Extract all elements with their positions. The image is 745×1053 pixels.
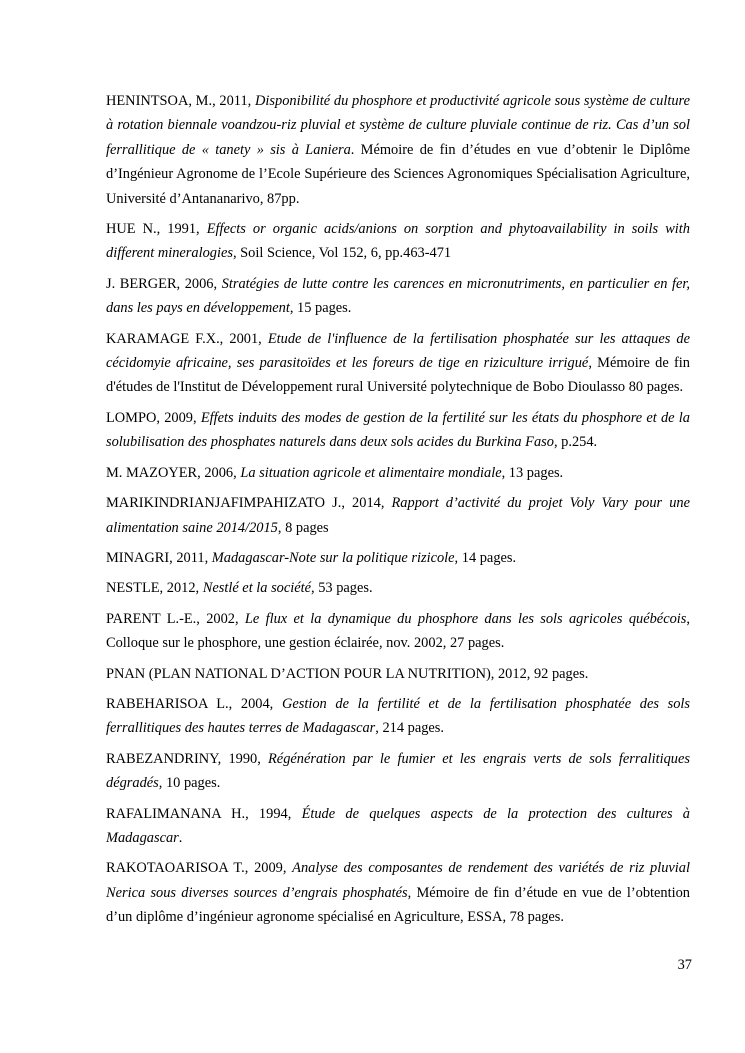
reference-entry [106, 607, 690, 656]
reference-author: J. BERGER, 2006, [106, 275, 222, 292]
reference-title: Régénération par le fumier et les engrais verts de sols ferralitiques dégradés [106, 750, 690, 792]
reference-title: Étude de quelques aspects de la protection des cultures à Madagascar [106, 805, 690, 846]
reference-author: PNAN (PLAN NATIONAL D’ACTION POUR LA NUTRITION), 2012, 92 pages. [106, 665, 589, 682]
reference-details: , Mémoire de fin d’étude en vue de l’obtention d’un diplôme d’ingénieur agronome spécialisé en Agriculture, ESSA, 78 pages. [106, 884, 690, 926]
reference-title: La situation agricole et alimentaire mondiale [240, 464, 502, 481]
reference-title: Madagascar-Note sur la politique rizicole [211, 549, 455, 566]
reference-title: Disponibilité du phosphore et productivité agricole sous système de culture à rotation biennale voandzou-riz pluvial et système de culture pluviale continue de riz. Cas d’un sol ferrallitique de « tanety » sis à Laniera [106, 93, 690, 158]
page-number: 37 [677, 957, 692, 973]
reference-author: KARAMAGE F.X., 2001, [106, 330, 268, 347]
reference-title: Gestion de la fertilité et de la fertilisation phosphatée des sols ferrallitiques des hautes terres de Madagascar [106, 695, 690, 737]
reference-author: LOMPO, 2009, [106, 409, 201, 426]
reference-author: RABEHARISOA L., 2004, [106, 695, 282, 712]
reference-details: , 10 pages. [158, 775, 221, 792]
reference-details: , 15 pages. [289, 300, 352, 317]
reference-details: , 214 pages. [375, 720, 445, 737]
reference-author: MARIKINDRIANJAFIMPAHIZATO J., 2014, [106, 495, 392, 512]
reference-entry [106, 272, 690, 321]
reference-title: Rapport d’activité du projet Voly Vary pour une alimentation saine 2014/2015 [106, 495, 690, 536]
bibliography-list [106, 89, 690, 936]
reference-entry [106, 89, 690, 211]
reference-title: Etude de l'influence de la fertilisation phosphatée sur les attaques de cécidomyie africaine, ses parasitoïdes et les foreurs de tige en riziculture irrigué [106, 330, 691, 372]
reference-author: NESTLE, 2012, [106, 580, 203, 597]
reference-details: , p.254. [553, 434, 598, 451]
reference-title: Analyse des composantes de rendement des variétés de riz pluvial Nerica sous diverses sources d’engrais phosphatés [106, 860, 690, 901]
reference-entry [106, 747, 690, 796]
reference-entry [106, 856, 690, 929]
reference-entry [106, 576, 690, 600]
reference-entry [106, 491, 690, 540]
reference-entry [106, 327, 690, 400]
reference-details: , Mémoire de fin d'études de l'Institut de Développement rural Université polytechnique de Bobo Dioulasso 80 pages. [106, 355, 690, 396]
reference-details: , 14 pages. [454, 549, 517, 566]
reference-entry [106, 461, 690, 485]
reference-title: Effets induits des modes de gestion de la fertilité sur les états du phosphore et de la solubilisation des phosphates naturels dans deux sols acides du Burkina Faso [106, 409, 690, 451]
reference-entry [106, 692, 690, 741]
reference-entry [106, 217, 690, 266]
reference-entry [106, 662, 690, 686]
reference-author: RABEZANDRINY, 1990, [106, 750, 269, 767]
reference-details: . Mémoire de fin d’études en vue d’obtenir le Diplôme d’Ingénieur Agronome de l’Ecole Supérieure des Sciences Agronomiques Spécialisation Agriculture, Université d’Antananarivo, 87pp. [106, 141, 690, 207]
reference-title: Le flux et la dynamique du phosphore dans les sols agricoles québécois [244, 610, 687, 627]
reference-details: . [178, 829, 183, 846]
reference-author: M. MAZOYER, 2006, [106, 464, 241, 481]
reference-title: Stratégies de lutte contre les carences en micronutriments, en particulier en fer, dans les pays en développement [106, 275, 690, 317]
reference-entry [106, 406, 690, 455]
reference-author: RAFALIMANANA H., 1994, [106, 805, 302, 822]
reference-details: , 53 pages. [311, 580, 373, 597]
reference-author: RAKOTAOARISOA T., 2009, [106, 860, 293, 877]
reference-title: Effects or organic acids/anions on sorption and phytoavailability in soils with different mineralogies, [106, 221, 690, 262]
reference-details: , 8 pages [277, 519, 329, 536]
reference-details: , Colloque sur le phosphore, une gestion éclairée, nov. 2002, 27 pages. [106, 610, 690, 652]
reference-entry [106, 546, 690, 570]
reference-entry [106, 802, 690, 851]
reference-author: MINAGRI, 2011, [106, 549, 212, 566]
reference-author: PARENT L.-E., 2002, [106, 610, 245, 627]
reference-title: Nestlé et la société [202, 580, 312, 597]
reference-details: , 13 pages. [501, 464, 564, 481]
reference-author: HENINTSOA, M., 2011, [106, 93, 256, 109]
reference-author: HUE N., 1991, [106, 221, 207, 238]
reference-details: Soil Science, Vol 152, 6, pp.463-471 [236, 245, 452, 262]
